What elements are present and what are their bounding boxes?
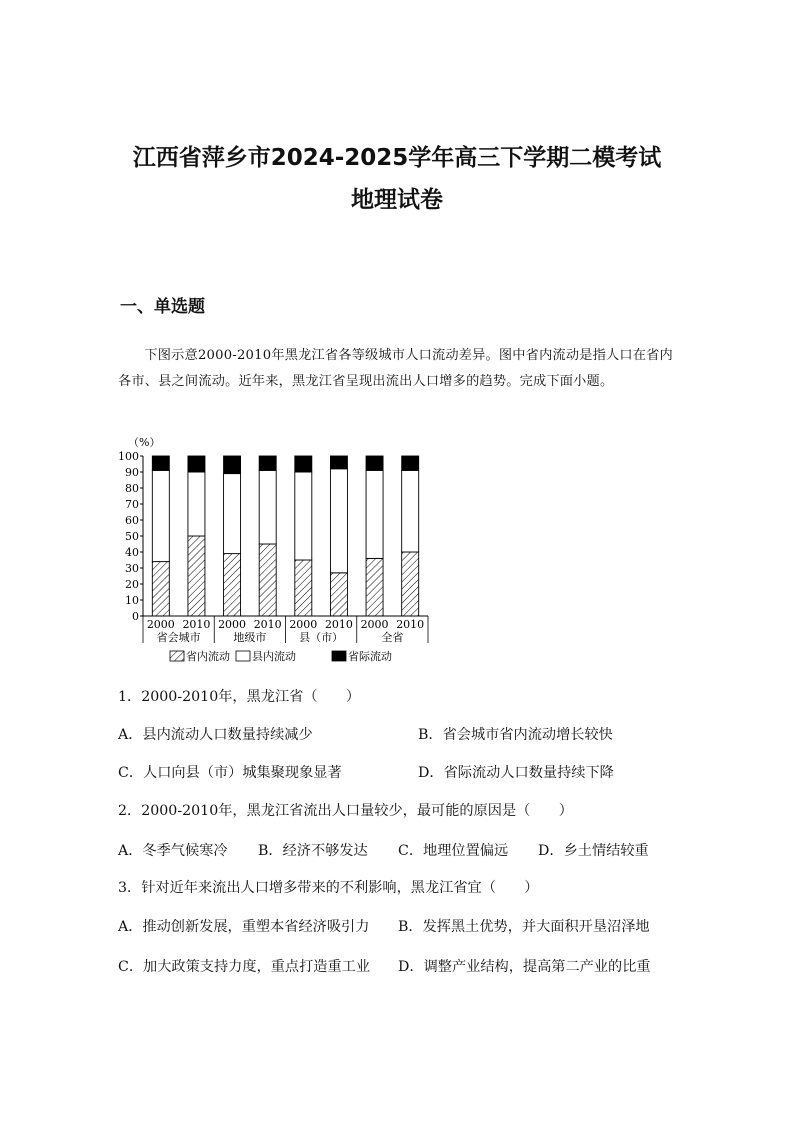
question-1-stem: 1．2000-2010年，黑龙江省（ ） [118,689,361,705]
bar-segment-provincial [152,562,169,616]
section-heading: 一、单选题 [120,297,205,317]
q3-option-c: C．加大政策支持力度，重点打造重工业 [118,959,371,975]
y-tick-label: 40 [125,546,139,559]
q2-option-c: C．地理位置偏远 [398,843,509,859]
bar-segment-interprovincial [259,456,276,470]
bar-segment-interprovincial [188,456,205,472]
page-subtitle: 地理试卷 [351,187,443,213]
bar-segment-interprovincial [402,456,419,470]
q3-option-b: B．发挥黑土优势，并大面积开垦沼泽地 [398,919,650,935]
population-flow-chart [110,428,440,673]
x-tick-label: 2000 [146,618,175,631]
legend-swatch-county [236,651,250,661]
bar-segment-interprovincial [366,456,383,470]
q3-option-d: D．调整产业结构，提高第二产业的比重 [398,959,651,975]
bar-segment-provincial [295,560,312,616]
group-label: 地级市 [233,631,267,644]
bar-segment-county [224,474,241,554]
x-tick-label: 2000 [289,618,318,631]
y-tick-label: 70 [125,498,139,511]
bar-segment-county [402,470,419,552]
q1-option-c: C．人口向县（市）城集聚现象显著 [118,765,342,781]
q1-option-d: D．省际流动人口数量持续下降 [418,765,614,781]
bar-segment-county [295,472,312,560]
q1-option-b: B．省会城市省内流动增长较快 [418,727,613,743]
group-label: 全省 [381,631,404,644]
y-tick-label: 60 [125,514,139,527]
bar-segment-provincial [330,573,347,616]
bar-segment-interprovincial [295,456,312,472]
q2-option-b: B．经济不够发达 [258,843,368,859]
bar-segment-provincial [224,554,241,616]
y-tick-label: 50 [125,530,139,543]
bar-segment-county [259,470,276,544]
x-tick-label: 2010 [182,618,211,631]
bar-segment-county [366,470,383,558]
bar-segment-interprovincial [152,456,169,470]
bar-segment-provincial [259,544,276,616]
y-tick-label: 90 [125,466,139,479]
intro-paragraph: 下图示意2000-2010年黑龙江省各等级城市人口流动差异。图中省内流动是指人口在省内各市、县之间流动。近年来，黑龙江省呈现出流出人口增多的趋势。完成下面小题。 [118,348,673,389]
bar-segment-provincial [188,536,205,616]
x-tick-label: 2010 [324,618,353,631]
x-tick-label: 2010 [396,618,425,631]
x-tick-label: 2000 [218,618,247,631]
legend-swatch-provincial [170,651,184,661]
q2-option-d: D．乡土情结较重 [538,843,649,859]
y-tick-label: 0 [132,610,139,623]
question-2-stem: 2．2000-2010年，黑龙江省流出人口量较少，最可能的原因是（ ） [118,803,573,819]
y-tick-label: 100 [118,450,139,463]
q3-option-a: A．推动创新发展，重塑本省经济吸引力 [118,919,370,935]
question-3-stem: 3．针对近年来流出人口增多带来的不利影响，黑龙江省宜（ ） [118,880,539,896]
bar-segment-provincial [402,552,419,616]
y-tick-label: 20 [125,578,139,591]
bar-segment-county [152,470,169,561]
y-tick-label: 10 [125,594,139,607]
bar-segment-provincial [366,558,383,616]
y-tick-label: 80 [125,482,139,495]
x-tick-label: 2000 [360,618,389,631]
group-label: 省会城市 [156,631,201,644]
legend-label-provincial: 省内流动 [186,650,230,663]
legend-label-interprovincial: 省际流动 [348,650,392,663]
y-unit-label: （%） [128,436,161,449]
bar-segment-county [330,469,347,573]
x-tick-label: 2010 [253,618,282,631]
legend-label-county: 县内流动 [252,650,296,663]
q1-option-a: A．县内流动人口数量持续减少 [118,727,313,743]
bar-segment-interprovincial [224,456,241,474]
y-tick-label: 30 [125,562,139,575]
page-title: 江西省萍乡市2024-2025学年高三下学期二模考试 [132,145,662,171]
legend-swatch-interprovincial [332,651,346,661]
bar-segment-interprovincial [330,456,347,469]
group-label: 县（市） [299,631,344,644]
bar-segment-county [188,472,205,536]
q2-option-a: A．冬季气候寒冷 [118,843,228,859]
